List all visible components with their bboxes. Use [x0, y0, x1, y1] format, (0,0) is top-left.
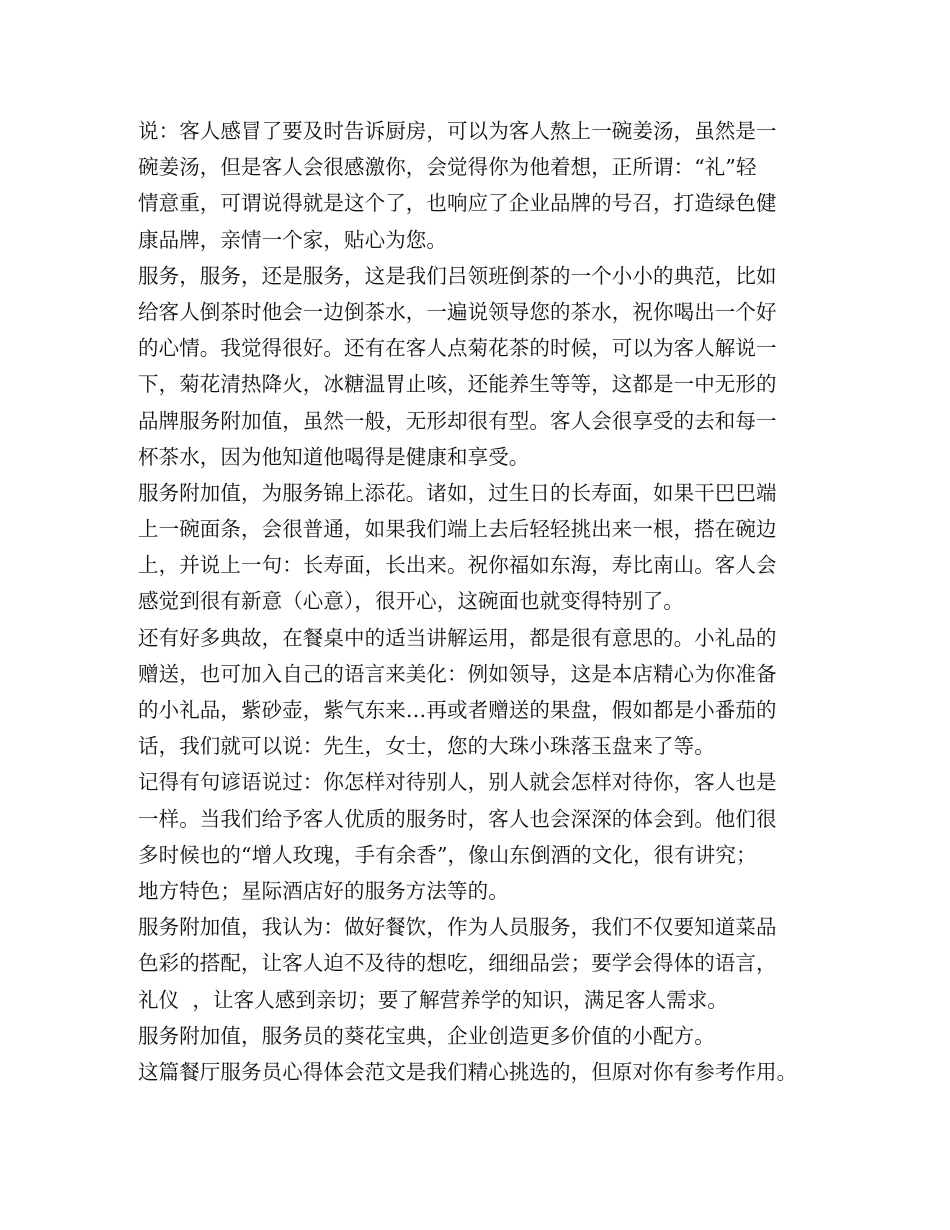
text-line: 说：客人感冒了要及时告诉厨房，可以为客人熬上一碗姜汤，虽然是一 — [138, 119, 777, 143]
text-line: 话，我们就可以说：先生，女士，您的大珠小珠落玉盘来了等。 — [138, 734, 715, 759]
text-line: 康品牌，亲情一个家，贴心为您。 — [138, 227, 447, 252]
text-line: 还有好多典故，在餐桌中的适当讲解运用，都是很有意思的。小礼品的 — [138, 625, 777, 650]
text-line: 上，并说上一句：长寿面，长出来。祝你福如东海，寿比南山。客人会 — [138, 553, 777, 578]
text-line: 记得有句谚语说过：你怎样对待别人，别人就会怎样对待你，客人也是 — [138, 770, 777, 795]
text-line: 这篇餐厅服务员心得体会范文是我们精心挑选的，但原对你有参考作用。 — [138, 1059, 798, 1084]
text-line: 一样。当我们给予客人优质的服务时，客人也会深深的体会到。他们很 — [138, 806, 777, 831]
text-line: 服务，服务，还是服务，这是我们吕领班倒茶的一个小小的典范，比如 — [138, 263, 777, 288]
text-line: 服务附加值，为服务锦上添花。诸如，过生日的长寿面，如果干巴巴端 — [138, 480, 777, 505]
text-line: 感觉到很有新意（心意），很开心，这碗面也就变得特别了。 — [138, 589, 684, 614]
text-line: 的小礼品，紫砂壶，紫气东来…再或者赠送的果盘，假如都是小番茄的 — [138, 698, 777, 722]
text-line: 碗姜汤，但是客人会很感激你，会觉得你为他着想，正所谓：“礼”轻 — [138, 155, 757, 180]
text-line: 多时候也的“增人玫瑰，手有余香”，像山东倒酒的文化，很有讲究； — [138, 842, 757, 867]
text-line: 地方特色；星际酒店好的服务方法等的。 — [138, 878, 509, 903]
text-line: 下，菊花清热降火，冰糖温胃止咳，还能养生等等，这都是一中无形的 — [138, 372, 777, 397]
text-line: 上一碗面条，会很普通，如果我们端上去后轻轻挑出来一根，搭在碗边 — [138, 517, 777, 542]
text-line: 服务附加值，服务员的葵花宝典，企业创造更多价值的小配方。 — [138, 1023, 715, 1048]
text-line: 品牌服务附加值，虽然一般，无形却很有型。客人会很享受的去和每一 — [138, 408, 777, 433]
text-line: 情意重，可谓说得就是这个了，也响应了企业品牌的号召，打造绿色健 — [138, 191, 777, 216]
text-line: 杯茶水，因为他知道他喝得是健康和享受。 — [138, 444, 530, 469]
text-line: 礼仪 ，让客人感到亲切；要了解营养学的知识，满足客人需求。 — [138, 987, 729, 1012]
document-body — [138, 113, 828, 1090]
text-line: 给客人倒茶时他会一边倒茶水，一遍说领导您的茶水，祝你喝出一个好 — [138, 299, 777, 324]
text-line: 色彩的搭配，让客人迫不及待的想吃，细细品尝；要学会得体的语言， — [138, 951, 777, 976]
text-line: 服务附加值，我认为：做好餐饮，作为人员服务，我们不仅要知道菜品 — [138, 915, 777, 940]
text-line: 的心情。我觉得很好。还有在客人点菊花茶的时候，可以为客人解说一 — [138, 336, 777, 361]
text-line: 赠送，也可加入自己的语言来美化：例如领导，这是本店精心为你准备 — [138, 661, 777, 686]
